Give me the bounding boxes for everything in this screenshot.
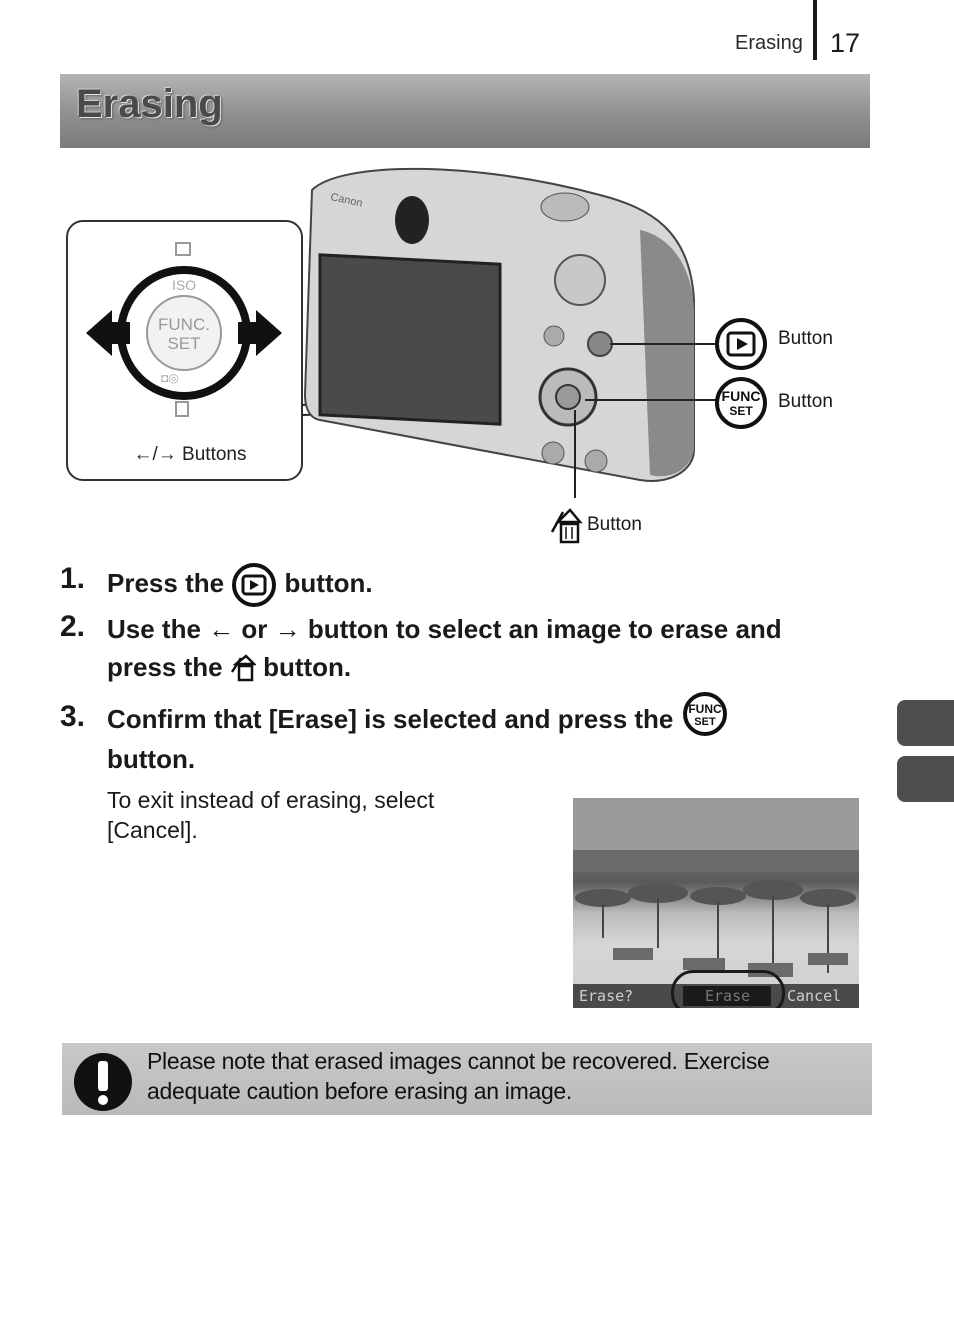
step-text: button. <box>263 652 352 682</box>
playback-hardware-button <box>588 332 612 356</box>
camera-illustration <box>0 150 954 550</box>
step-number: 3. <box>60 700 86 733</box>
erase-option: Erase <box>683 986 771 1006</box>
caution-text: Please note that erased images cannot be recovered. Exercise adequate caution before erasing an image. <box>147 1048 770 1104</box>
svg-text:FUNC: FUNC <box>687 702 722 717</box>
svg-text:◘◎: ◘◎ <box>161 371 179 385</box>
erase-icon <box>230 654 256 684</box>
playback-button-callout: Button <box>778 328 833 349</box>
svg-text:SET: SET <box>729 404 753 418</box>
dial-caption: ←/→ Buttons <box>133 444 247 465</box>
exit-note <box>107 785 434 845</box>
step-text: button. <box>284 567 373 598</box>
step-text: Confirm that [Erase] is selected and press the <box>107 704 674 734</box>
svg-text:FUNC: FUNC <box>721 388 761 404</box>
cancel-option: Cancel <box>787 987 842 1005</box>
erase-button-callout: Button <box>587 514 642 535</box>
erase-prompt: Erase? <box>579 987 634 1005</box>
playback-button-icon <box>717 320 765 368</box>
camera-body-icon <box>305 169 694 481</box>
step-text: Use the ← or → button to select an image to erase and <box>107 614 782 644</box>
caution-box <box>62 1043 872 1115</box>
note-line: [Cancel]. <box>107 817 198 843</box>
erase-highlight-ring <box>671 970 785 1008</box>
func-set-button-icon <box>681 690 729 738</box>
chapter-tab <box>897 700 954 746</box>
svg-text:ISO: ISO <box>171 277 197 293</box>
playback-button-icon <box>231 562 277 608</box>
step-text: button. <box>107 744 196 774</box>
func-set-button-callout: Button <box>778 391 833 412</box>
step-text: Press the <box>107 567 225 598</box>
page-number: 17 <box>830 28 861 58</box>
step-text: press the <box>107 652 223 682</box>
svg-text:SET: SET <box>693 716 716 729</box>
func-set-button-icon <box>717 379 765 427</box>
step-number: 1. <box>60 562 86 595</box>
camera-figure <box>0 150 954 550</box>
func-set-hardware-button <box>556 385 580 409</box>
svg-text:SET: SET <box>167 334 201 353</box>
erase-button-icon <box>552 510 580 542</box>
chapter-tab <box>897 756 954 802</box>
title-banner <box>60 74 870 148</box>
erase-screen-image <box>573 798 859 1008</box>
note-line: To exit instead of erasing, select <box>107 787 435 813</box>
running-header-section: Erasing <box>735 32 803 54</box>
header-divider <box>813 0 817 60</box>
svg-text:FUNC.: FUNC. <box>158 315 210 334</box>
step-number: 2. <box>60 610 86 643</box>
svg-text:Canon: Canon <box>329 191 364 210</box>
page-title: Erasing <box>76 82 223 126</box>
caution-icon <box>72 1051 134 1113</box>
